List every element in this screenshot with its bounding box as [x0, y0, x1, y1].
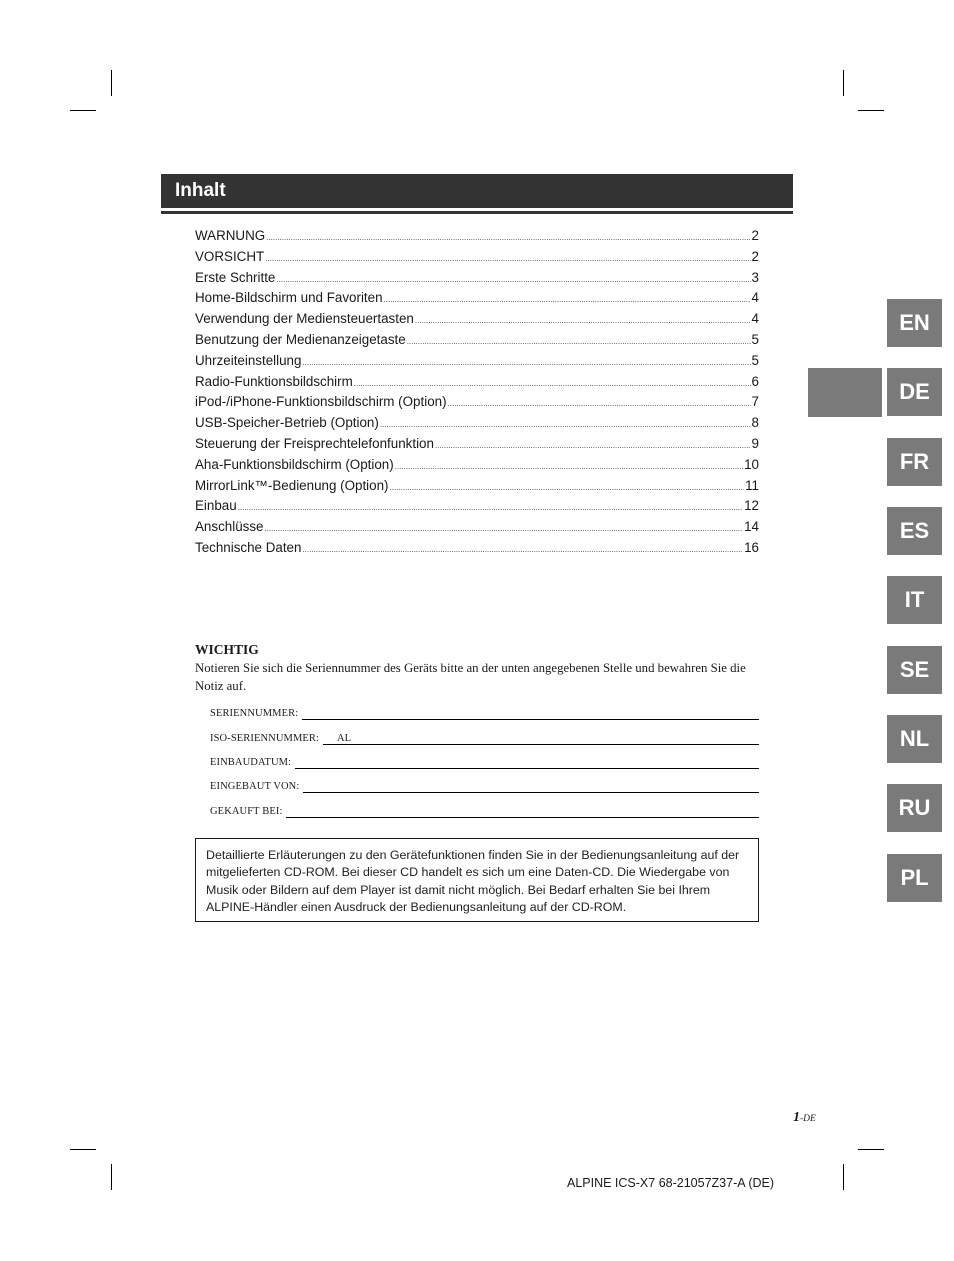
active-tab-marker [808, 368, 882, 417]
page-number: 1-DE [793, 1110, 816, 1125]
toc-page: 10 [744, 456, 759, 472]
toc-entry[interactable] [195, 413, 759, 434]
toc-title: USB-Speicher-Betrieb (Option) [195, 415, 379, 431]
toc-leader [265, 247, 750, 270]
crop-mark [858, 110, 884, 111]
toc-title: Erste Schritte [195, 269, 276, 285]
toc-leader [276, 268, 750, 291]
toc-title: Einbau [195, 498, 237, 514]
tab-nl[interactable]: NL [887, 715, 942, 763]
tab-se[interactable]: SE [887, 646, 942, 694]
toc-page: 5 [751, 352, 759, 368]
tab-de[interactable]: DE [887, 368, 942, 416]
toc-leader [266, 226, 750, 249]
toc-entry[interactable] [195, 496, 759, 517]
toc-page: 11 [745, 477, 759, 493]
title-bar [161, 174, 793, 208]
page-suffix: -DE [800, 1114, 816, 1124]
toc-leader [354, 372, 751, 395]
toc-page: 6 [751, 373, 759, 389]
toc-title: Home-Bildschirm und Favoriten [195, 290, 383, 306]
toc-title: WARNUNG [195, 228, 266, 243]
toc-page: 14 [744, 519, 759, 535]
toc-title: iPod-/iPhone-Funktionsbildschirm (Option) [195, 394, 447, 410]
crop-mark [70, 1149, 96, 1150]
toc-leader [302, 538, 743, 561]
toc-page: 5 [751, 331, 759, 347]
field-line [286, 803, 759, 818]
toc-entry[interactable] [195, 330, 759, 351]
title-underline [161, 211, 793, 214]
toc-entry[interactable] [195, 517, 759, 538]
toc-leader [390, 476, 745, 499]
toc-page: 9 [751, 435, 759, 451]
toc-title: Uhrzeiteinstellung [195, 352, 302, 368]
toc-title: Technische Daten [195, 539, 302, 555]
toc-title: MirrorLink™-Bedienung (Option) [195, 477, 389, 493]
purchased-at-field[interactable] [210, 800, 759, 818]
installation-date-field[interactable] [210, 751, 759, 769]
field-label: GEKAUFT BEI: [210, 806, 283, 817]
field-line [302, 705, 759, 720]
toc-leader [264, 517, 743, 540]
field-prefill: AL [337, 733, 352, 744]
toc-leader [302, 351, 750, 374]
toc-entry[interactable] [195, 455, 759, 476]
toc-entry[interactable] [195, 288, 759, 309]
tab-pl[interactable]: PL [887, 854, 942, 902]
toc-leader [238, 496, 743, 519]
toc-leader [395, 455, 743, 478]
crop-mark [111, 70, 112, 96]
toc-entry[interactable] [195, 476, 759, 497]
tab-ru[interactable]: RU [887, 784, 942, 832]
toc-entry[interactable] [195, 351, 759, 372]
toc-page: 4 [751, 311, 759, 327]
toc-entry[interactable] [195, 372, 759, 393]
serial-number-field[interactable] [210, 702, 759, 720]
toc-page: 12 [744, 498, 759, 514]
toc-title: Verwendung der Mediensteuertasten [195, 311, 414, 327]
field-label: ISO-SERIENNUMMER: [210, 733, 320, 744]
toc-page: 16 [744, 539, 759, 555]
important-text: Notieren Sie sich die Seriennummer des Geräts bitte an der unten angegebenen Stelle und bewahren Sie die Notiz auf. [195, 661, 746, 693]
toc-title: Steuerung der Freisprechtelefonfunktion [195, 435, 434, 451]
crop-mark [111, 1164, 112, 1190]
toc-title: Benutzung der Medienanzeigetaste [195, 331, 406, 347]
iso-serial-number-field[interactable] [210, 727, 759, 745]
toc-leader [448, 392, 751, 415]
toc-title: Anschlüsse [195, 519, 264, 535]
toc-page: 3 [751, 269, 759, 285]
table-of-contents [195, 226, 759, 559]
toc-leader [380, 413, 751, 436]
toc-title: Aha-Funktionsbildschirm (Option) [195, 456, 394, 472]
toc-leader [415, 309, 751, 332]
page-title: Inhalt [175, 180, 226, 201]
field-line [303, 778, 759, 793]
tab-it[interactable]: IT [887, 576, 942, 624]
toc-leader [435, 434, 751, 457]
toc-entry[interactable] [195, 226, 759, 247]
toc-entry[interactable] [195, 268, 759, 289]
toc-entry[interactable] [195, 309, 759, 330]
field-label: EINBAUDATUM: [210, 757, 292, 768]
crop-mark [843, 1164, 844, 1190]
toc-title: Radio-Funktionsbildschirm [195, 373, 353, 389]
toc-entry[interactable] [195, 247, 759, 268]
toc-page: 2 [751, 248, 759, 264]
toc-title: VORSICHT [195, 248, 265, 264]
toc-page: 7 [751, 394, 759, 410]
toc-entry[interactable] [195, 538, 759, 559]
field-line [323, 730, 759, 745]
toc-page: 4 [751, 290, 759, 306]
field-line [295, 754, 759, 769]
installed-by-field[interactable] [210, 775, 759, 793]
tab-fr[interactable]: FR [887, 438, 942, 486]
document-id: ALPINE ICS-X7 68-21057Z37-A (DE) [567, 1176, 775, 1190]
crop-mark [843, 70, 844, 96]
important-heading: WICHTIG [195, 642, 259, 657]
cd-rom-info-box: Detaillierte Erläuterungen zu den Gerätefunktionen finden Sie in der Bedienungsanleitung auf der mitgelieferten CD-ROM. Bei dieser CD handelt es sich um eine Daten-CD. Die Wiedergabe von Musik oder Bildern auf dem Player ist damit nicht möglich. Bei Bedarf erhalten Sie bei Ihrem ALPINE-Händler einen Ausdruck der Bedienungsanleitung auf der CD-ROM. [195, 838, 759, 922]
tab-en[interactable]: EN [887, 299, 942, 347]
toc-leader [407, 330, 751, 353]
toc-leader [384, 288, 751, 311]
crop-mark [858, 1149, 884, 1150]
toc-page: 8 [751, 415, 759, 431]
toc-entry[interactable] [195, 434, 759, 455]
toc-page: 2 [751, 228, 759, 243]
field-label: EINGEBAUT VON: [210, 781, 300, 792]
tab-es[interactable]: ES [887, 507, 942, 555]
field-label: SERIENNUMMER: [210, 708, 299, 719]
crop-mark [70, 110, 96, 111]
toc-entry[interactable] [195, 392, 759, 413]
